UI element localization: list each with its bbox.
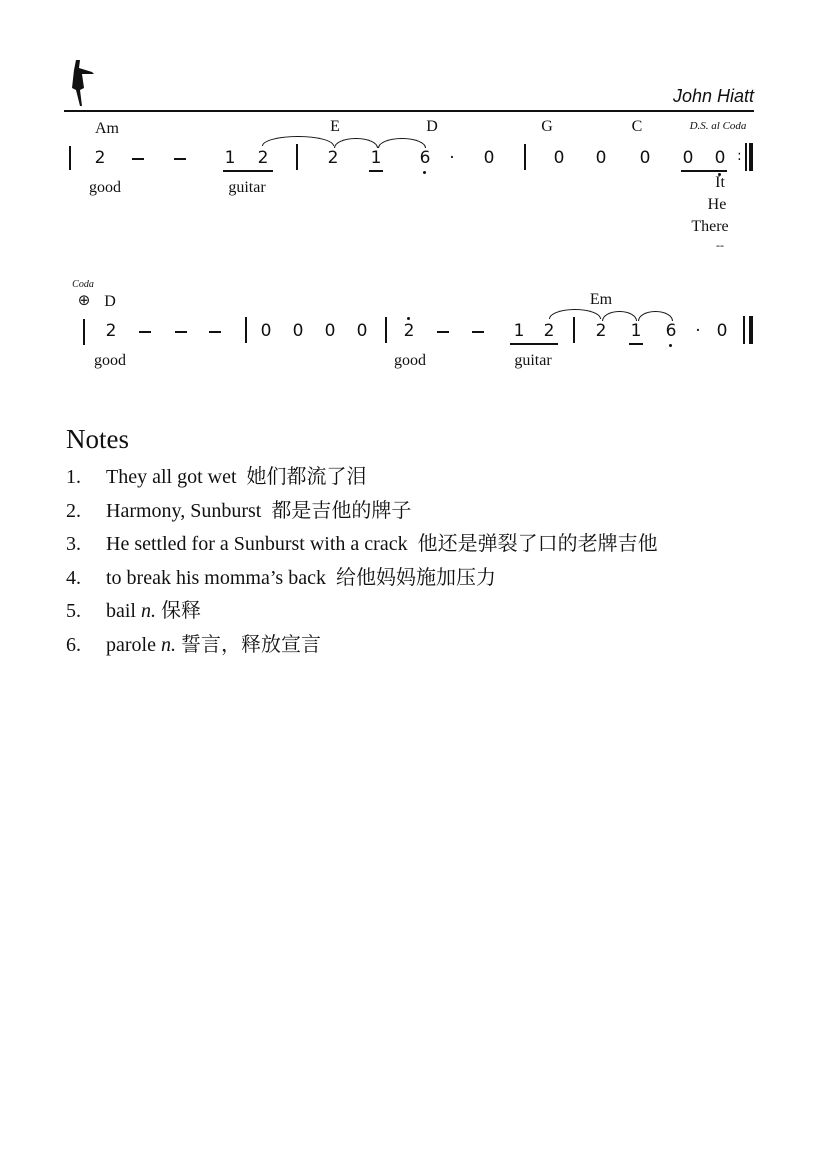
part-of-speech: n. <box>141 600 156 622</box>
note: 0 <box>716 321 728 341</box>
note: 1 <box>513 321 525 341</box>
octave-dot <box>423 171 426 174</box>
chord: D <box>426 118 438 135</box>
note-number: 3. <box>66 533 81 555</box>
chord: Am <box>95 120 119 137</box>
note: 2 <box>403 321 415 341</box>
note-english: parole <box>106 634 156 656</box>
dot: · <box>695 321 701 341</box>
note: 6 <box>665 321 677 341</box>
lyric: There <box>691 218 729 235</box>
chord: C <box>631 118 643 135</box>
author-name: John Hiatt <box>672 86 754 106</box>
note: 0 <box>714 148 726 168</box>
note-item <box>66 494 411 523</box>
barline-thick <box>749 143 753 171</box>
repeat-dots-icon: : <box>737 148 742 164</box>
note: 2 <box>94 148 106 168</box>
note: 0 <box>553 148 565 168</box>
lyric: guitar <box>514 352 552 369</box>
note-english: to break his momma’s back <box>106 567 326 589</box>
sustain-dash <box>174 158 186 160</box>
sustain-dash <box>437 331 449 333</box>
note: 0 <box>639 148 651 168</box>
barline <box>245 317 247 343</box>
note-english: Harmony, Sunburst <box>106 500 262 522</box>
note: 2 <box>327 148 339 168</box>
note: 6 <box>419 148 431 168</box>
lyric: He <box>707 196 727 213</box>
beam <box>223 170 273 172</box>
ds-al-coda: D.S. al Coda <box>689 120 747 132</box>
note-chinese: 他还是弹裂了口的老牌吉他 <box>417 533 658 555</box>
barline <box>385 317 387 343</box>
tie <box>262 136 334 146</box>
note: 1 <box>370 148 382 168</box>
barline <box>296 144 298 170</box>
octave-dot <box>669 344 672 347</box>
note-number: 1. <box>66 466 81 488</box>
note-number: 2. <box>66 500 81 522</box>
coda-icon: ⊕ <box>77 291 91 309</box>
note-chinese: 保释 <box>161 600 201 622</box>
note: 0 <box>483 148 495 168</box>
notes-heading: Notes <box>66 424 129 454</box>
barline <box>69 146 71 170</box>
barline-thick <box>749 316 753 344</box>
header-rule <box>64 110 754 112</box>
barline-thin <box>745 143 747 171</box>
note: 2 <box>595 321 607 341</box>
sustain-dash <box>139 331 151 333</box>
barline <box>524 144 526 170</box>
note: 0 <box>595 148 607 168</box>
note: 2 <box>543 321 555 341</box>
sustain-dash <box>472 331 484 333</box>
tie <box>549 309 601 319</box>
note-item <box>66 561 496 590</box>
note-chinese: 都是吉他的牌子 <box>271 500 412 522</box>
note-english: bail <box>106 600 136 622</box>
note-number: 5. <box>66 600 81 622</box>
sustain-dash <box>132 158 144 160</box>
note: 1 <box>224 148 236 168</box>
part-of-speech: n. <box>160 634 176 656</box>
beam <box>681 170 727 172</box>
beam <box>629 343 643 345</box>
dot: · <box>449 148 455 168</box>
note-number: 6. <box>66 634 81 656</box>
lyric: guitar <box>228 179 266 196</box>
beam <box>369 170 383 172</box>
beam <box>510 343 558 345</box>
octave-dot-above <box>407 317 410 320</box>
barline-thin <box>743 316 745 344</box>
note-english: He settled for a Sunburst with a crack <box>106 533 408 555</box>
note-item <box>66 527 658 556</box>
note-item <box>66 460 367 489</box>
note: 0 <box>292 321 304 341</box>
note: 2 <box>257 148 269 168</box>
lyric: good <box>94 352 126 369</box>
note-chinese: 誓言，释放宣言 <box>180 634 321 656</box>
note-chinese: 给他妈妈施加压力 <box>335 567 496 589</box>
lyric: good <box>89 179 121 196</box>
note: 0 <box>324 321 336 341</box>
chord: D <box>104 293 116 310</box>
dancer-logo-icon <box>68 58 98 108</box>
note-number: 4. <box>66 567 81 589</box>
barline <box>83 319 85 345</box>
lyric: -- <box>716 238 724 252</box>
note-chinese: 她们都流了泪 <box>246 466 367 488</box>
note: 0 <box>682 148 694 168</box>
note-english: They all got wet <box>106 466 237 488</box>
chord: G <box>541 118 553 135</box>
note: 1 <box>630 321 642 341</box>
note-item <box>66 594 201 623</box>
chord: E <box>330 118 340 135</box>
sustain-dash <box>209 331 221 333</box>
note-item <box>66 628 321 657</box>
lyric: good <box>394 352 426 369</box>
chord: Em <box>589 291 613 308</box>
note: 0 <box>356 321 368 341</box>
coda-label: Coda <box>72 279 94 290</box>
note: 0 <box>260 321 272 341</box>
lyric: It <box>715 174 725 191</box>
sustain-dash <box>175 331 187 333</box>
barline <box>573 317 575 343</box>
note: 2 <box>105 321 117 341</box>
